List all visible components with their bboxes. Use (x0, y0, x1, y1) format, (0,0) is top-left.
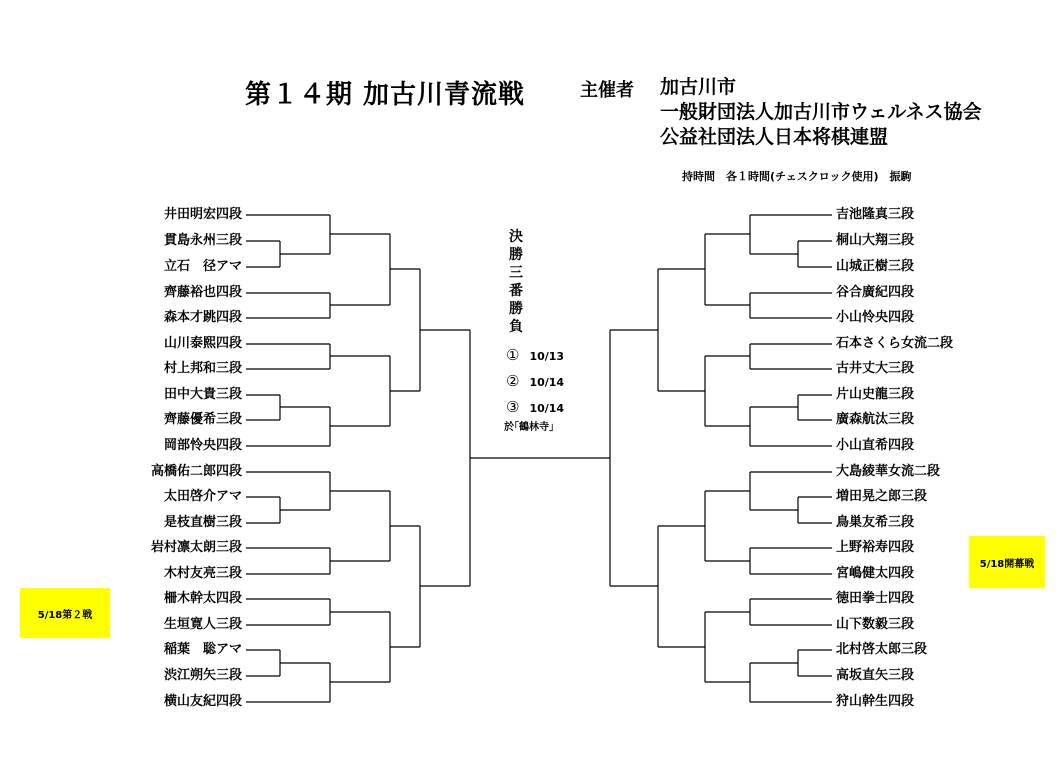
final-game (506, 346, 564, 364)
time-control-note: 持時間 各１時間(チェスクロック使用) 振駒 (682, 170, 912, 183)
organizer-item: 加古川市 (660, 76, 737, 98)
left-player: 岡部怜央四段 (163, 438, 242, 453)
bracket-line (330, 472, 390, 510)
left-sticky-note: 5/18第２戦 (20, 588, 110, 638)
bracket-line (705, 472, 750, 510)
left-player: 渋江朔矢三段 (163, 668, 242, 683)
game-number: ② (506, 372, 520, 390)
final-label-char: 三 (509, 265, 523, 281)
right-player: 狩山幹生四段 (836, 694, 915, 709)
game-date: 10/14 (529, 402, 565, 415)
right-player: 片山史龍三段 (836, 387, 915, 402)
right-player: 高坂直矢三段 (836, 668, 915, 683)
page-title: 第１４期 加古川青流戦 (245, 80, 526, 110)
game-number: ③ (506, 398, 520, 416)
organizer-label: 主催者 (580, 80, 634, 101)
right-sticky-note: 5/18開幕戦 (969, 536, 1045, 588)
bracket-line (705, 599, 832, 625)
bracket-line (705, 548, 832, 574)
bracket-line (658, 356, 705, 426)
left-player: 山川泰熙四段 (163, 336, 242, 351)
final-label-char: 勝 (509, 301, 523, 317)
left-player: 立石 径アマ (163, 259, 242, 274)
left-player: 井田明宏四段 (163, 207, 242, 222)
right-player: 徳田拳士四段 (836, 591, 915, 606)
left-player: 齊藤優希三段 (163, 412, 242, 427)
final-label-char: 負 (509, 319, 523, 335)
bracket-line (246, 548, 390, 574)
bracket-line (705, 344, 832, 369)
bracket-line (390, 356, 420, 426)
bracket-line (246, 293, 390, 318)
left-player: 村上邦和三段 (163, 361, 242, 376)
right-player: 古井丈大三段 (836, 361, 915, 376)
right-player: 増田晃之郎三段 (836, 489, 928, 504)
bracket-line (658, 234, 705, 305)
left-player: 木村友亮三段 (163, 566, 242, 581)
left-player: 齊藤裕也四段 (163, 285, 242, 300)
bracket-line (246, 663, 390, 702)
right-player: 廣森航汰三段 (836, 412, 915, 427)
bracket-line (330, 215, 390, 254)
bracket-line (658, 491, 705, 561)
game-number: ① (506, 346, 520, 364)
right-player: 宮嶋健太四段 (836, 566, 915, 581)
right-player: 石本さくら女流二段 (836, 336, 954, 351)
right-player: 桐山大翔三段 (836, 233, 915, 248)
bracket-line (420, 526, 470, 647)
bracket-line (420, 269, 470, 391)
left-player: 生垣寛人三段 (163, 617, 242, 632)
right-player: 吉池隆真三段 (836, 207, 915, 222)
game-date: 10/13 (529, 350, 565, 363)
left-player: 柵木幹太四段 (163, 591, 242, 606)
bracket-line (246, 497, 330, 523)
right-player: 小山怜央四段 (836, 310, 915, 325)
bracket-line (705, 293, 832, 318)
bracket-line (390, 612, 420, 682)
venue-note: 於｢鶴林寺｣ (504, 422, 554, 433)
final-label-char: 決 (509, 229, 523, 245)
bracket-line (750, 650, 832, 676)
final-game (506, 372, 564, 390)
final-label (506, 228, 526, 336)
right-player: 大島綾華女流二段 (836, 464, 941, 479)
bracket-line (610, 269, 658, 391)
bracket-line (246, 407, 390, 446)
bracket-line (750, 497, 832, 523)
left-player: 横山友紀四段 (163, 694, 242, 709)
organizer-item: 公益社団法人日本将棋連盟 (660, 126, 889, 148)
left-player: 稲葉 聡アマ (163, 642, 242, 657)
bracket-line (705, 215, 750, 254)
left-player: 太田啓介アマ (163, 489, 242, 504)
bracket-line (246, 650, 330, 676)
right-player: 山下数毅三段 (836, 617, 915, 632)
left-player: 田中大貴三段 (163, 387, 242, 402)
right-player: 小山直希四段 (836, 438, 915, 453)
final-label-char: 勝 (509, 247, 523, 263)
final-game (506, 398, 564, 416)
bracket-line (705, 407, 832, 446)
right-player: 谷合廣紀四段 (836, 285, 915, 300)
bracket-line (750, 395, 832, 420)
bracket-line (246, 599, 390, 625)
left-player: 岩村凛太朗三段 (150, 540, 242, 555)
left-player: 高橋佑二郎四段 (150, 464, 242, 479)
organizer-item: 一般財団法人加古川市ウェルネス協会 (660, 101, 982, 123)
bracket-line (705, 663, 832, 702)
game-date: 10/14 (529, 376, 565, 389)
bracket-line (246, 241, 330, 267)
left-player: 貫島永州三段 (163, 233, 242, 248)
right-player: 上野裕寿四段 (836, 540, 915, 555)
right-player: 鳥巣友希三段 (836, 515, 915, 530)
bracket-line (658, 612, 705, 682)
bracket-line (610, 526, 658, 647)
bracket-line (390, 491, 420, 561)
right-player: 北村啓太郎三段 (836, 642, 928, 657)
left-player: 森本才跳四段 (163, 310, 242, 325)
final-label-char: 番 (509, 283, 523, 299)
bracket-line (246, 395, 330, 420)
bracket-line (246, 344, 390, 369)
bracket-line (750, 241, 832, 267)
left-player: 是枝直樹三段 (163, 515, 242, 530)
bracket-line (390, 234, 420, 305)
right-player: 山城正樹三段 (836, 259, 915, 274)
